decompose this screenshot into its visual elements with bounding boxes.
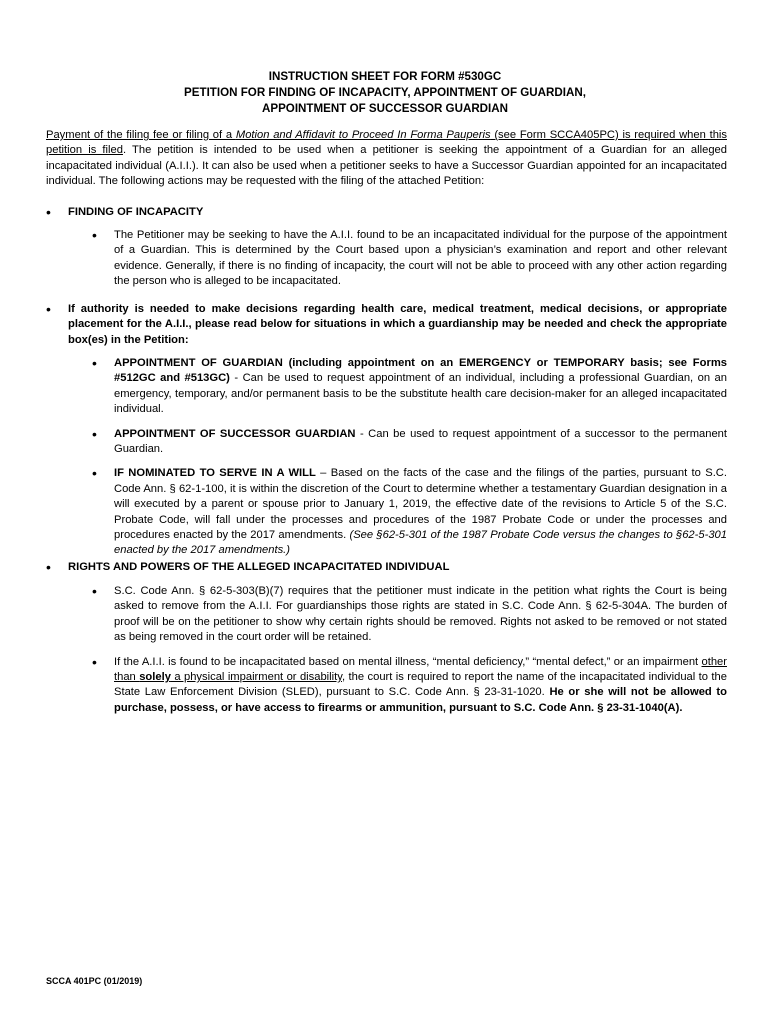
intro-underlined-2: (see Form SCCA405PC) is required when this petition is filed bbox=[46, 129, 727, 157]
list-item bbox=[92, 653, 727, 717]
item-label: APPOINTMENT OF GUARDIAN (including appointment on an EMERGENCY or TEMPORARY basis; see Forms #512GC and #513GC) bbox=[114, 357, 727, 385]
list-item-text bbox=[114, 427, 727, 458]
section-heading: If authority is needed to make decisions regarding health care, medical treatment, medical decisions, or appropriate placement for the A.I.I., please read below for situations in which a guardianship may be needed and check the appropriate box(es) in the Petition: bbox=[68, 303, 727, 346]
intro-paragraph bbox=[46, 128, 727, 190]
document-title bbox=[0, 69, 770, 117]
item-label: APPOINTMENT OF SUCCESSOR GUARDIAN bbox=[114, 427, 356, 440]
item-bold-warning: He or she will not be allowed to purchase, possess, or have access to firearms or ammunition, pursuant to S.C. Code Ann. § 23-31-1040(A). bbox=[114, 686, 727, 714]
intro-underlined-1: Payment of the filing fee or filing of a bbox=[46, 129, 236, 141]
bullet-icon: • bbox=[92, 227, 97, 243]
section2-items bbox=[46, 356, 727, 559]
section-heading: RIGHTS AND POWERS OF THE ALLEGED INCAPACITATED INDIVIDUAL bbox=[68, 561, 450, 573]
title-line-2: PETITION FOR FINDING OF INCAPACITY, APPOINTMENT OF GUARDIAN, bbox=[184, 86, 586, 99]
section3-items bbox=[46, 584, 727, 716]
title-line-1: INSTRUCTION SHEET FOR FORM #530GC bbox=[268, 70, 502, 83]
bullet-icon: • bbox=[92, 653, 97, 670]
list-item-text bbox=[114, 466, 727, 558]
item-description: – Based on the facts of the case and the filings of the parties, pursuant to S.C. Code Ann. § 62-1-100, it is within the discretion of the Court to determine whether a testamentary Guardian designation in a will executed by a parent or spouse prior to January 1, 2019, the effective date of the revisions to Article 5 of the S.C. Probate Code, will fall under the processes and procedures of the 1987 Probate Code or under the processes and procedures enacted by the 2017 amendments. bbox=[114, 467, 727, 542]
form-identifier: SCCA 401PC (01/2019) bbox=[46, 976, 143, 986]
bullet-icon: • bbox=[92, 465, 97, 482]
bullet-icon: • bbox=[92, 355, 97, 371]
section-heading: FINDING OF INCAPACITY bbox=[68, 206, 204, 218]
list-item bbox=[92, 425, 728, 458]
bullet-icon: • bbox=[92, 425, 97, 442]
list-item bbox=[92, 227, 727, 290]
list-item-text: The Petitioner may be seeking to have the A.I.I. found to be an incapacitated individual for the purpose of the appointment of a Guardian. This is determined by the Court based upon a physician’s examination and report and other relevant evidence. Generally, if there is no finding of incapacity, the court will not be able to proceed with any other action regarding the person who is alleged to be incapacitated. bbox=[114, 229, 727, 288]
item-description: - Can be used to request appointment of a successor to the permanent Guardian. bbox=[114, 427, 728, 456]
list-item-text bbox=[114, 356, 727, 418]
section1-items bbox=[46, 228, 727, 290]
title-line-3: APPOINTMENT OF SUCCESSOR GUARDIAN bbox=[261, 102, 509, 115]
intro-motion-title: Motion and Affidavit to Proceed In Forma Pauperis bbox=[235, 129, 491, 141]
bullet-icon: • bbox=[92, 583, 97, 599]
bullet-icon: • bbox=[46, 559, 51, 575]
section-finding-of-incapacity bbox=[46, 205, 727, 220]
section-authority-needed bbox=[46, 302, 727, 348]
bullet-icon: • bbox=[46, 301, 51, 317]
item-underlined: a physical impairment or disability bbox=[170, 671, 343, 684]
item-text-part: If the A.I.I. is found to be incapacitated based on mental illness, “mental deficiency,” “mental defect,” or an impairment bbox=[114, 655, 702, 668]
list-item-text: S.C. Code Ann. § 62-5-303(B)(7) requires that the petitioner must indicate in the petition what rights the Court is being asked to remove from the A.I.I. For guardianships those rights are stated in S.C. Code Ann. § 62-5-304A. The burden of proof will be on the petitioner to show why certain rights should be removed. Rights not asked to be removed or not stated as being removed in the court order will be retained. bbox=[114, 585, 727, 644]
item-underlined: other than bbox=[114, 655, 727, 684]
intro-text: . The petition is intended to be used when a petitioner is seeking the appointment of a Guardian for an alleged incapacitated individual (A.I.I.). It can also be used when a petitioner seeks to have a Successor Guardian appointed for an incapacitated individual. The following actions may be requested with the filing of the attached Petition: bbox=[46, 144, 727, 188]
list-item-text bbox=[114, 655, 727, 717]
item-text-part: , the court is required to report the name of the incapacitated individual to the State Law Enforcement Division (SLED), pursuant to S.C. Code Ann. § 23-31-1020. bbox=[114, 671, 727, 699]
item-description: - Can be used to request appointment of an individual, including a professional Guardian, on an emergency, temporary, and/or permanent basis to be the substitute health care decision-maker for an alleged incapacitated individual. bbox=[114, 372, 727, 416]
section-rights-and-powers bbox=[46, 560, 727, 575]
item-label: IF NOMINATED TO SERVE IN A WILL bbox=[114, 467, 316, 480]
list-item bbox=[92, 465, 727, 558]
list-item bbox=[92, 583, 727, 646]
list-item bbox=[92, 355, 727, 418]
item-underlined-bold: solely bbox=[139, 671, 171, 684]
bullet-icon: • bbox=[46, 204, 51, 220]
item-note: (See §62-5-301 of the 1987 Probate Code versus the changes to §62-5-301 enacted by the 2017 amendments.) bbox=[114, 529, 727, 557]
